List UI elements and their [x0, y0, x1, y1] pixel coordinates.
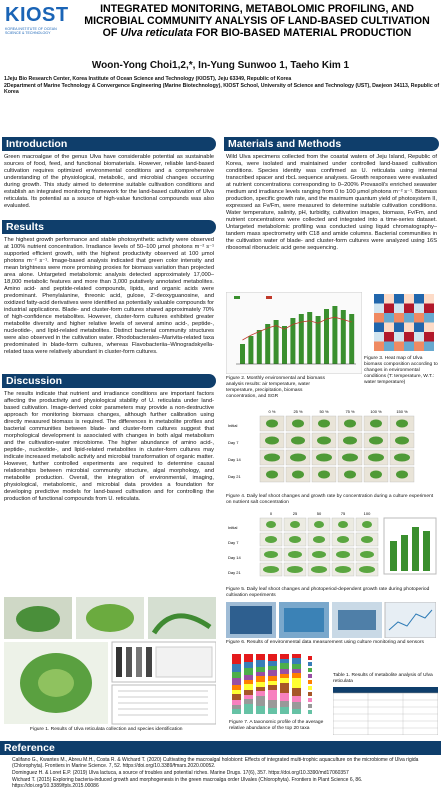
figure-1-images	[4, 597, 216, 725]
stack-segment	[268, 661, 277, 666]
figure-1-caption: Figure 1. Results of Ulva reticulata collection and species identification	[30, 727, 183, 732]
heatmap-cell	[384, 323, 394, 333]
thallus-shape	[290, 454, 306, 462]
heatmap-cell	[394, 342, 404, 352]
thallus-shape	[317, 437, 331, 445]
stack-segment	[292, 702, 301, 709]
legend-swatch	[308, 710, 312, 714]
left-column	[2, 137, 216, 536]
reference-item: Califano G., Kwantes M., Abreu M.H., Costa R. & Wichard T. (2020) Cultivating the macroalgal holobiont: Effects of integrated multi-trophic aquaculture on the microbiome of Ulva rigida (Chlorophyta). Frontiers in Marine Science. 7, 52. https://doi.org/10.3389/fmars.2020.00052.	[12, 757, 419, 769]
column-label: 75 %	[345, 409, 355, 414]
chart-bar	[423, 531, 430, 571]
thallus-shape	[344, 471, 356, 479]
heatmap-cell	[404, 332, 414, 342]
chart-bar	[265, 324, 270, 364]
thallus-shape	[292, 471, 304, 479]
reference-item: Wichard T. (2015) Exploring bacteria-induced growth and morphogenesis in the green macroalga order Ulvales (Chlorophyta). Frontiers in Plant Science 6, 86. https://doi.org/10.3389/fpls.2015.00086	[12, 777, 363, 789]
stack-segment	[244, 699, 253, 704]
stack-segment	[268, 708, 277, 714]
stack-segment	[232, 690, 241, 694]
section-discussion: Discussion	[2, 374, 216, 388]
section-methods: Materials and Methods	[224, 137, 439, 151]
thallus-shape	[370, 471, 382, 479]
thallus-shape	[288, 551, 302, 558]
stack-segment	[268, 685, 277, 690]
stack-segment	[292, 654, 301, 658]
table-1-caption: Table 1. Results of metabolite analysis of Ulva reticulata	[333, 673, 433, 684]
column-label: 100 %	[370, 409, 382, 414]
figure-7-stacked-bars	[226, 652, 330, 720]
column-label: 50	[316, 511, 322, 516]
thallus-shape	[290, 521, 300, 528]
figure-7-caption: Figure 7. A taxonomic profile of the average relative abundance of the top 20 taxa	[229, 720, 324, 731]
heatmap-cell	[414, 323, 424, 333]
logo-subtext: KOREA INSTITUTE OF OCEAN SCIENCE & TECHNOLOGY	[5, 27, 57, 36]
heatmap-cell	[424, 323, 434, 333]
stack-segment	[292, 669, 301, 673]
stack-segment	[244, 662, 253, 668]
stack-segment	[280, 678, 289, 683]
stack-segment	[280, 659, 289, 663]
section-reference: Reference	[0, 741, 441, 755]
legend-swatch	[308, 656, 312, 660]
chart-bar	[248, 336, 253, 364]
stack-segment	[244, 695, 253, 699]
heatmap-cell	[374, 342, 384, 352]
title-line-2: MICROBIAL COMMUNITY ANALYSIS OF LAND-BASED CULTIVATION	[84, 15, 430, 27]
stack-segment	[268, 654, 277, 661]
thallus-shape	[362, 521, 372, 528]
thallus-shape	[313, 536, 325, 543]
logo-text: KIOST	[5, 4, 69, 26]
figure-5-grid	[226, 509, 439, 585]
stack-segment	[280, 674, 289, 678]
heatmap-cell	[424, 304, 434, 314]
stack-segment	[244, 690, 253, 695]
stack-segment	[244, 675, 253, 680]
heatmap-cell	[374, 323, 384, 333]
stack-segment	[268, 666, 277, 670]
figure-3-caption: Figure 3. Heat map of Ulva biomass composition according to changes in environmental conditions (T: temperature, W.T.: water temperature)	[364, 356, 438, 385]
heatmap-cell	[414, 294, 424, 304]
thallus-shape	[263, 566, 279, 573]
heatmap-cell	[394, 313, 404, 323]
stack-segment	[280, 693, 289, 701]
stack-segment	[268, 690, 277, 700]
stack-segment	[232, 694, 241, 700]
right-column	[224, 137, 439, 298]
thallus-shape	[396, 420, 408, 428]
heatmap-cell	[404, 323, 414, 333]
heatmap-cell	[394, 332, 404, 342]
column-label: 75	[340, 511, 346, 516]
heatmap-cell	[384, 332, 394, 342]
heatmap-cell	[384, 304, 394, 314]
stack-segment	[268, 700, 277, 708]
stack-segment	[232, 709, 241, 714]
chart-bar	[282, 326, 287, 364]
discussion-text: The results indicate that nutrient and irradiance conditions are important factors affecting the productivity and physiological stability of U. reticulata under land-based cultivation. Image-derived color parameters may provide a non-destructive approach for monitoring biomass changes, although further calibration using directly measured biomass is required. The differences in metabolite profiles and bacterial communities between blade- and cluster-form cultures suggest that morphological development is associated with changes in both algal metabolism and the cultivation-water microbiome. The higher abundance of amino acid-, peptide-, nucleotide-, and lipid-related metabolites in cluster-form cultures may indicate increased metabolic activity and microbial transformation of organic matter. However, further controlled experiments are required to determine causal relationships between microbial community structure, algal morphology, and metabolite production. Overall, the integration of environmental, imaging, physiological, metabolomic, and microbial data provides a foundation for developing predictive models for land-based cultivation and for controlling the production of functional compounds from U. reticulata.	[4, 391, 214, 502]
stack-segment	[280, 707, 289, 714]
chart-bar	[341, 310, 346, 364]
stack-segment	[256, 667, 265, 672]
methods-text: Wild Ulva specimens collected from the coastal waters of Jeju Island, Republic of Korea, were isolated and maintained under controlled land-based cultivation conditions. Species identity was confirmed as U. reticulata using internal transcribed spacer and rbcL sequence analyses. Growth responses were evaluated at nutrient concentrations corresponding to 0–200% Provasoli's enriched seawater medium and irradiance levels ranging from 0 to 100 μmol photons m⁻² s⁻¹. Biomass production, specific growth rate, and the maximum quantum yield of photosystem II, expressed as Fv/Fm, were measured to determine suitable cultivation conditions. Water temperature, salinity, pH, turbidity, cultivation images, biomass, Fv/Fm, and nutrient concentrations were collected and integrated into a time-series dataset. Untargeted metabolomic profiling was conducted using liquid chromatography–tandem mass spectrometry with C18 and amide columns. Bacterial communities in the cultivation water of blade- and cluster-form cultures were analyzed using 16S ribosomal ribonucleic acid gene sequencing.	[226, 154, 437, 251]
reference-item: Dominguez H. & Loret E.P. (2019) Ulva lactuca, a source of troubles and potential riches. Marine Drugs. 17(6), 357. https://doi.org/10.3390/md17060357	[12, 770, 349, 776]
thallus-shape	[342, 454, 358, 462]
thallus-shape	[265, 536, 277, 543]
author-list: Woon-Yong Choi1,2,*, In-Yung Sunwoo 1, Taeho Kim 1	[91, 60, 350, 71]
table-1	[333, 687, 438, 735]
title-line-1: INTEGRATED MONITORING, METABOLOMIC PROFILING, AND	[100, 3, 414, 15]
stack-segment	[244, 654, 253, 662]
stack-segment	[232, 685, 241, 690]
chart-bar	[332, 306, 337, 364]
thallus-shape	[368, 454, 384, 462]
stack-segment	[292, 664, 301, 669]
stack-segment	[280, 654, 289, 659]
legend-swatch	[308, 704, 312, 708]
stack-segment	[256, 687, 265, 691]
reference-list	[12, 757, 437, 790]
heatmap-cell	[394, 304, 404, 314]
stack-segment	[232, 705, 241, 709]
figure-2-caption: Figure 2. Monthly environmental and biomass analysis results: air temperature, water temperature, precipitation, biomass concentration, and SGR	[226, 376, 325, 399]
thallus-shape	[289, 536, 301, 543]
heatmap-cell	[404, 342, 414, 352]
column-label: 50 %	[319, 409, 329, 414]
thallus-shape	[318, 471, 330, 479]
stack-segment	[292, 709, 301, 714]
stack-segment	[280, 701, 289, 707]
stack-segment	[256, 654, 265, 660]
heatmap-cell	[414, 342, 424, 352]
thallus-shape	[396, 471, 408, 479]
legend-swatch	[308, 662, 312, 666]
stack-segment	[256, 672, 265, 676]
thallus-shape	[264, 551, 278, 558]
heatmap-cell	[404, 304, 414, 314]
stack-segment	[256, 676, 265, 682]
stack-segment	[232, 678, 241, 685]
section-results: Results	[2, 220, 216, 234]
row-label: Initial	[228, 423, 238, 428]
intro-text: Green macroalgae of the genus Ulva have considerable potential as sustainable sources of food, feed, and functional biomaterials. However, reliable land-based cultivation requires optimized environmental conditions and a comprehensive understanding of the physiological, metabolic, and microbial changes occurring during growth. This study aimed to determine suitable cultivation conditions and establish an integrated monitoring framework for the land-based cultivation of Ulva reticulata. Its potential as a source of high-value functional compounds was also evaluated.	[4, 154, 214, 209]
figure-4-caption: Figure 4. Daily leaf shoot changes and growth rate by concentration during a culture experiment on nutrient salt concentration	[226, 494, 434, 505]
row-label: Day 21	[228, 474, 241, 479]
heatmap-cell	[414, 332, 424, 342]
column-label: 0	[269, 511, 273, 516]
heatmap-cell	[374, 304, 384, 314]
stack-segment	[256, 706, 265, 714]
heatmap-cell	[384, 342, 394, 352]
thallus-shape	[360, 551, 374, 558]
thallus-shape	[337, 536, 349, 543]
thallus-shape	[287, 566, 303, 573]
row-label: Day 7	[228, 540, 239, 545]
heatmap-cell	[394, 294, 404, 304]
thallus-shape	[336, 551, 350, 558]
chart-bar	[412, 527, 419, 571]
heatmap-cell	[384, 294, 394, 304]
thallus-shape	[291, 437, 305, 445]
thallus-shape	[266, 471, 278, 479]
thallus-shape	[395, 437, 409, 445]
figure-5-caption: Figure 5. Daily leaf shoot changes and photoperiod-dependent growth rate during photoperiod cultivation experiments	[226, 587, 430, 598]
column-label: 150 %	[396, 409, 408, 414]
stack-segment	[292, 658, 301, 664]
stack-segment	[280, 663, 289, 669]
thallus-shape	[312, 551, 326, 558]
affiliation-2: 2Department of Marine Technology & Convergence Engineering (Marine Biotechnology), KIOST School, University of Science and Technology (UST), Daejeon 34113, Republic of Korea	[4, 82, 440, 96]
chart-bar	[290, 318, 295, 364]
thallus-shape	[370, 420, 382, 428]
stack-segment	[292, 688, 301, 696]
stack-segment	[268, 670, 277, 676]
row-label: Day 14	[228, 457, 241, 462]
heatmap-cell	[424, 313, 434, 323]
row-label: Day 14	[228, 555, 241, 560]
chart-bar	[240, 344, 245, 364]
heatmap-cell	[384, 313, 394, 323]
species-name: Ulva reticulata	[120, 27, 193, 39]
stack-segment	[232, 654, 241, 664]
results-text: The highest growth performance and stable photosynthetic activity were observed at 100% nutrient concentration. Irradiance levels of 50–100 μmol photons m⁻² s⁻¹ supported efficient growth, with the highest productivity observed at 100 μmol photons m⁻² s⁻¹. Image-based analysis indicated that green color intensity and mean brightness were more promising proxies for biomass variation than projected area alone. Untargeted metabolomic analysis detected approximately 17,000–18,000 metabolic features and more than 3,000 putatively annotated metabolites. Amino acid- and peptide-related compounds, lipids, and organic acids were predominant. Phenylalanine, threonic acid, gulose, 2'-deoxyguanosine, and oxidized fatty-acid derivatives were identified as potentially valuable compounds for industrial applications. Blade- and cluster-form cultures shared approximately 70% of high-confidence metabolites. However, cluster-form cultures exhibited greater metabolite diversity and higher relative levels of several amino acid-, peptide-, nucleotide-, and lipid-related metabolites. Distinct bacterial community structures were also observed in the cultivation water. Rhodobacterales–Marivita-related taxa predominated in blade-form cultures, whereas Flavobacteriia–Winogradskyella-related taxa were relatively abundant in cluster-form cultures.	[4, 237, 214, 355]
row-label: Initial	[228, 525, 238, 530]
affiliations	[4, 76, 440, 96]
column-label: 0 %	[268, 409, 276, 414]
chart-bar	[257, 330, 262, 364]
heatmap-cell	[414, 304, 424, 314]
thallus-shape	[359, 566, 375, 573]
stack-segment	[280, 669, 289, 674]
thallus-shape	[316, 454, 332, 462]
column-label: 25	[292, 511, 298, 516]
heatmap-cell	[424, 294, 434, 304]
thallus-shape	[361, 536, 373, 543]
thallus-shape	[264, 454, 280, 462]
kiost-logo	[5, 5, 69, 49]
stack-segment	[244, 668, 253, 675]
stack-segment	[232, 700, 241, 705]
thallus-shape	[338, 521, 348, 528]
legend-swatch	[308, 680, 312, 684]
stack-segment	[268, 676, 277, 681]
stack-segment	[292, 673, 301, 678]
stack-segment	[232, 664, 241, 672]
thallus-shape	[318, 420, 330, 428]
chart-bar	[324, 309, 329, 364]
stack-segment	[256, 691, 265, 696]
legend-swatch	[308, 686, 312, 690]
legend-swatch	[308, 698, 312, 702]
chart-bar	[401, 535, 408, 571]
row-label: Day 21	[228, 570, 241, 575]
stack-segment	[280, 683, 289, 693]
stack-segment	[292, 696, 301, 702]
legend-swatch	[308, 668, 312, 672]
figure-4-grid	[226, 407, 439, 493]
figure-2-chart	[226, 292, 362, 374]
thallus-shape	[311, 566, 327, 573]
poster-header	[0, 0, 441, 58]
affiliation-1: 1Jeju Bio Research Center, Korea Institute of Ocean Science and Technology (KIOST), Jeju 63349, Republic of Korea	[4, 76, 292, 82]
figure-6-caption: Figure 6. Results of environmental data measurement using culture monitoring and sensors	[226, 640, 424, 645]
legend-swatch	[308, 692, 312, 696]
heatmap-cell	[424, 342, 434, 352]
heatmap-cell	[394, 323, 404, 333]
stack-segment	[256, 696, 265, 706]
stack-segment	[292, 678, 301, 688]
stack-segment	[244, 680, 253, 684]
stack-segment	[268, 681, 277, 685]
column-label: 100	[363, 511, 371, 516]
stack-segment	[232, 672, 241, 678]
row-label: Day 7	[228, 440, 239, 445]
thallus-shape	[266, 420, 278, 428]
chart-bar	[390, 541, 397, 571]
thallus-shape	[343, 437, 357, 445]
thallus-shape	[292, 420, 304, 428]
figure-6-images	[226, 602, 436, 638]
legend-swatch	[308, 674, 312, 678]
stack-segment	[244, 684, 253, 690]
thallus-shape	[369, 437, 383, 445]
thallus-shape	[266, 521, 276, 528]
section-introduction: Introduction	[2, 137, 216, 151]
column-label: 25 %	[293, 409, 303, 414]
stack-segment	[244, 704, 253, 714]
thallus-shape	[314, 521, 324, 528]
thallus-shape	[335, 566, 351, 573]
heatmap-cell	[404, 294, 414, 304]
title-line-3: OF Ulva reticulata FOR BIO-BASED MATERIAL PRODUCTION	[102, 27, 412, 39]
heatmap-cell	[374, 313, 384, 323]
stack-segment	[256, 682, 265, 687]
heatmap-cell	[414, 313, 424, 323]
thallus-shape	[344, 420, 356, 428]
chart-bar	[307, 312, 312, 364]
thallus-shape	[394, 454, 410, 462]
heatmap-cell	[374, 332, 384, 342]
figure-3-heatmap	[366, 292, 438, 354]
thallus-shape	[265, 437, 279, 445]
stack-segment	[256, 660, 265, 667]
heatmap-cell	[404, 313, 414, 323]
poster-title	[78, 3, 436, 39]
heatmap-cell	[424, 332, 434, 342]
heatmap-cell	[374, 294, 384, 304]
